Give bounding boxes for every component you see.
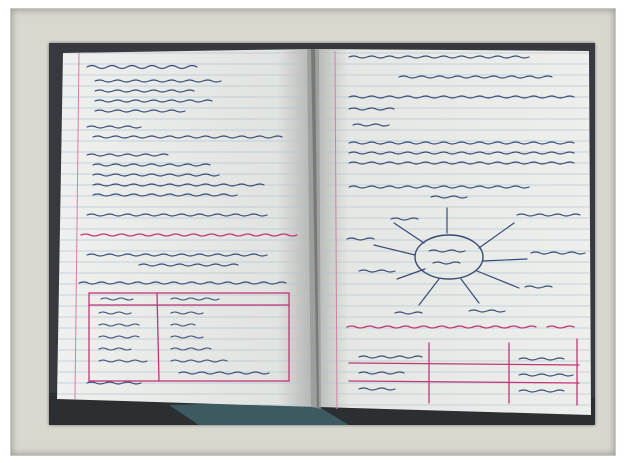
photo-frame: [10, 8, 616, 456]
notebook-photo: [49, 43, 595, 425]
notebook-illustration: [49, 43, 595, 425]
